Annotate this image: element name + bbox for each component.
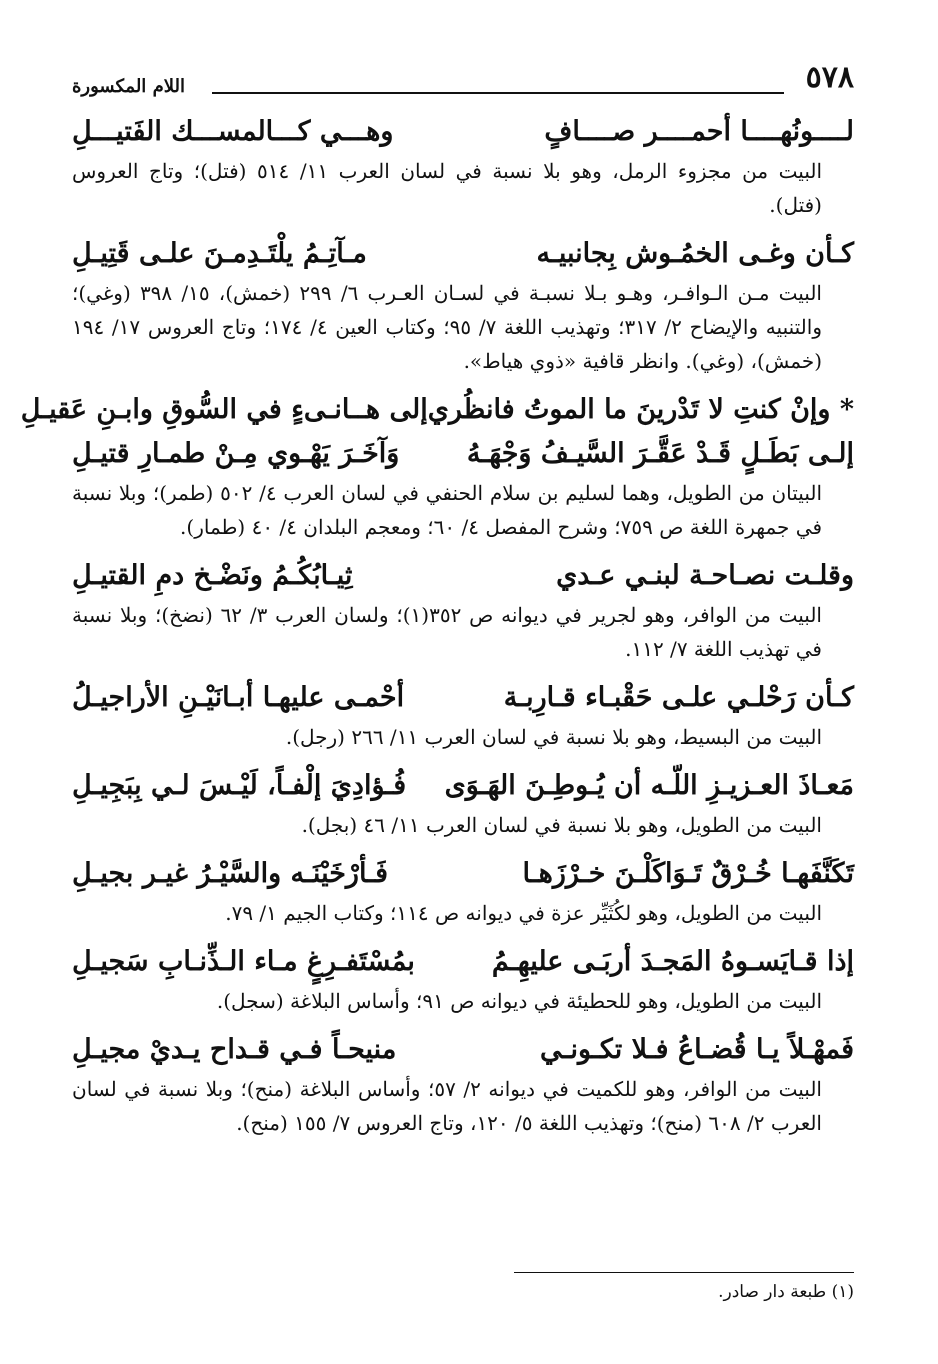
page-header [72, 54, 854, 100]
hemistich-right: لــــونُهــــا أحمــــر صــــافٍ [544, 116, 854, 147]
hemistich-right: إذا قـايَسـوهُ المَجـدَ أربَـى عليهِـمُ [491, 946, 854, 977]
hemistich-right: وقلـت نصـاحـة لبنـي عـدي [556, 560, 854, 591]
verse-entry [20, 388, 854, 544]
hemistich-right: * وإنْ كنتِ لا تَدْرينَ ما الموتُ فانظُري [427, 394, 854, 425]
verse-note: البيت من البسيط، وهو بلا نسبة في لسان العرب ١١/ ٢٦٦ (رجل). [285, 725, 822, 749]
verse-line [72, 110, 854, 154]
verse-line [72, 1028, 854, 1072]
hemistich-left: وَآخَـرَ يَهْـوي مِـنْ طمـارِ قتيـلِ [72, 438, 400, 469]
hemistich-left: ثِيـابُكُـمُ ونَضْـخ دمِ القتيـلِ [72, 560, 353, 591]
verse-line [72, 232, 854, 276]
footnote: (١) طبعة دار صادر. [718, 1282, 854, 1302]
verse-entry [72, 676, 854, 754]
verse-entry [72, 852, 854, 930]
page [20, 54, 854, 1140]
hemistich-left: فُـؤادِيَ إلْفـاً، لَيْـسَ لـي بِبَجِيـلِ [72, 770, 407, 801]
verse-line [72, 764, 854, 808]
hemistich-left: بمُسْتَفـرِغٍ مـاء الـذِّنـابِ سَجيـلِ [72, 946, 415, 977]
footnote-rule [514, 1272, 854, 1273]
verse-entry [72, 764, 854, 842]
verse-note: البيتان من الطويل، وهما لسليم بن سلام الحنفي في لسان العرب ٤/ ٥٠٢ (طمر)؛ وبلا نسبة في جمهرة اللغة ص ٧٥٩؛ وشرح المفصل ٤/ ٦٠؛ ومعجم البلدان ٤/ ٤٠ (طمار). [72, 481, 823, 539]
verse-entry [72, 554, 854, 666]
hemistich-right: فَمهْـلاً يـا قُضـاعُ فـلا تكـونـي [540, 1034, 854, 1065]
hemistich-right: إلـى بَطَـلٍ قَـدْ عَقَّـرَ السَّيـفُ وَجْهَـهُ [466, 438, 854, 469]
hemistich-left: إلى هــانـىءٍ في السُّوقِ وابـنِ عَقيـلِ [20, 394, 428, 425]
verse-entry [72, 232, 854, 378]
verse-note: البيت من الوافر، وهو لجرير في ديوانه ص ٣٥٢(١)؛ ولسان العرب ٣/ ٦٢ (نضخ)؛ وبلا نسبة في تهذيب اللغة ٧/ ١١٢. [72, 603, 822, 661]
header-rule [212, 92, 784, 94]
verse-note: البيت من الطويل، وهو بلا نسبة في لسان العرب ١١/ ٤٦ (بجل). [301, 813, 822, 837]
hemistich-right: مَعـاذَ العـزيـزِ اللّـه أن يُـوطِـنَ الهَـوَى [444, 770, 854, 801]
verse-line [72, 676, 854, 720]
verse-line [20, 388, 854, 432]
verse-note: البيت من الطويل، وهو لكُثَيِّر عزة في ديوانه ص ١١٤؛ وكتاب الجيم ١/ ٧٩. [225, 901, 822, 925]
hemistich-right: كـأن وغـى الخمُـوش بِجانبيـه [536, 238, 854, 269]
hemistich-left: منيحـاً فـي قـداح يـديْ مجيـلِ [72, 1034, 397, 1065]
verse-note: البيت من الطويل، وهو للحطيئة في ديوانه ص ٩١؛ وأساس البلاغة (سجل). [216, 989, 822, 1013]
hemistich-left: مـآتِـمُ يلْتَـدِمـنَ علـى قَتِيـلِ [72, 238, 367, 269]
verse-line [72, 432, 854, 476]
page-number: ٥٧٨ [805, 60, 854, 95]
verse-note: البيت من الوافر، وهو للكميت في ديوانه ٢/ ٥٧؛ وأساس البلاغة (منح)؛ وبلا نسبة في لسان العرب ٢/ ٦٠٨ (منح)؛ وتهذيب اللغة ٥/ ١٢٠، وتاج العروس ٧/ ١٥٥ (منح). [72, 1077, 822, 1135]
verse-note: البيت من مجزوء الرمل، وهو بلا نسبة في لسان العرب ١١/ ٥١٤ (فتل)؛ وتاج العروس (فتل). [72, 159, 822, 217]
hemistich-left: فَـأرْخَيْنَـه والسَّيْـرُ غيـر بجيـلِ [72, 858, 388, 889]
verse-line [72, 940, 854, 984]
hemistich-right: تَكَنَّفَهـا خُـرْقٌ تَـوَاكَلْـنَ خـرْزَهـا [522, 858, 854, 889]
verse-entry [72, 1028, 854, 1140]
verse-entry [72, 940, 854, 1018]
verse-entry [72, 110, 854, 222]
verse-note: البيت مـن الـوافـر، وهـو بـلا نسبـة في لسـان العـرب ٦/ ٢٩٩ (خمش)، ١٥/ ٣٩٨ (وغي)؛ والتنبيه والإيضاح ٢/ ٣١٧؛ وتهذيب اللغة ٧/ ٩٥؛ وكتاب العين ٤/ ١٧٤؛ وتاج العروس ١٧/ ١٩٤ (خمش)، (وغي). وانظر قافية «ذوي هياط». [72, 281, 822, 373]
section-title: اللام المكسورة [72, 76, 185, 97]
verse-line [72, 554, 854, 598]
hemistich-right: كـأن رَحْلـي علـى حَقْبـاء قـارِبـة [503, 682, 854, 713]
hemistich-left: أحْمـى عليهـا أبـانَيْـنِ الأراجيـلُ [72, 682, 405, 713]
hemistich-left: وهـــي كـــالمســـك الفَتيـــلِ [72, 116, 394, 147]
verse-line [72, 852, 854, 896]
